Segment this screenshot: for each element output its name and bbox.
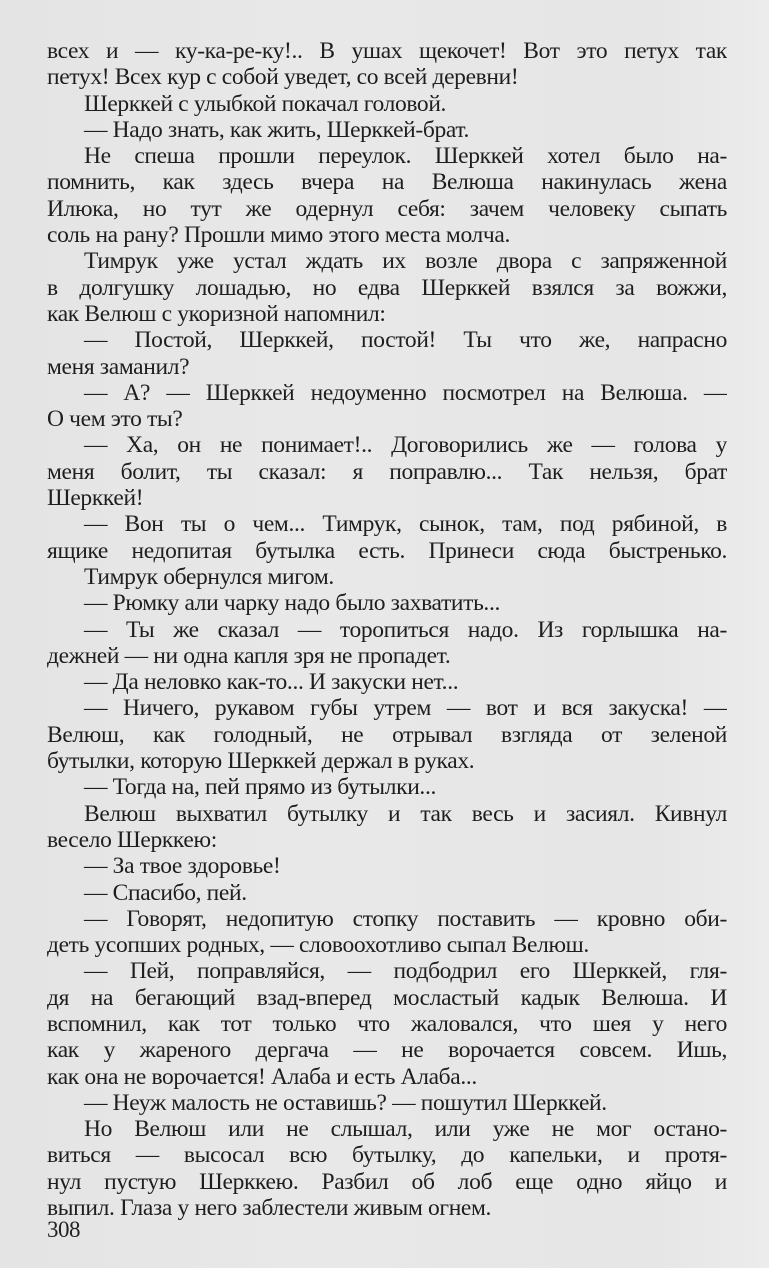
text-line: — Говорят, недопитую стопку поставить — кровно оби- xyxy=(84,905,727,932)
text-line: соль на рану? Прошли мимо этого места молча. xyxy=(47,222,510,249)
text-line: Тимрук уже устал ждать их возле двора с запряженной xyxy=(84,248,727,275)
text-line: — За твое здоровье! xyxy=(84,853,281,880)
text-line: — Неуж малость не оставишь? — пошутил Шерккей. xyxy=(84,1089,607,1116)
book-page-text xyxy=(47,38,727,1221)
text-line: меня заманил? xyxy=(47,353,190,380)
text-line: в долгушку лошадью, но едва Шерккей взялся за вожжи, xyxy=(47,274,727,301)
text-line: Шерккей с улыбкой покачал головой. xyxy=(84,90,447,117)
text-line: Не спеша прошли переулок. Шерккей хотел было на- xyxy=(84,143,727,170)
text-line: Велюш выхватил бутылку и так весь и засиял. Кивнул xyxy=(84,800,727,827)
text-line: как у жареного дергача — не ворочается совсем. Ишь, xyxy=(47,1037,727,1064)
text-line: — Да неловко как-то... И закуски нет... xyxy=(84,669,459,696)
text-line: — Тогда на, пей прямо из бутылки... xyxy=(84,774,436,801)
text-line: — Ха, он не понимает!.. Договорились же — голова у xyxy=(84,432,727,459)
text-line: нул пустую Шерккею. Разбил об лоб еще одно яйцо и xyxy=(47,1168,727,1195)
text-line: — Рюмку али чарку надо было захватить... xyxy=(84,590,501,617)
text-line: дежней — ни одна капля зря не пропадет. xyxy=(47,642,451,669)
page-number: 308 xyxy=(47,1217,80,1242)
text-line: Шерккей! xyxy=(47,485,144,512)
text-line: как она не ворочается! Алаба и есть Алаба... xyxy=(47,1063,477,1090)
text-line: — Спасибо, пей. xyxy=(84,879,247,906)
text-line: выпил. Глаза у него заблестели живым огнем. xyxy=(47,1195,492,1222)
text-line: помнить, как здесь вчера на Велюша накинулась жена xyxy=(47,169,727,196)
text-line: Но Велюш или не слышал, или уже не мог остано- xyxy=(84,1116,727,1143)
text-line: Велюш, как голодный, не отрывал взгляда от зеленой xyxy=(47,721,727,748)
text-line: — Ничего, рукавом губы утрем — вот и вся закуска! — xyxy=(84,695,727,722)
text-line: Тимрук обернулся мигом. xyxy=(84,563,334,590)
text-line: — Постой, Шерккей, постой! Ты что же, напрасно xyxy=(84,327,727,354)
text-line: — Вон ты о чем... Тимрук, сынок, там, под рябиной, в xyxy=(84,511,727,538)
text-line: ящике недопитая бутылка есть. Принеси сюда быстренько. xyxy=(47,537,727,564)
text-line: петух! Всех кур с собой уведет, со всей деревни! xyxy=(47,64,519,91)
text-line: бутылки, которую Шерккей держал в руках. xyxy=(47,748,475,775)
text-line: меня болит, ты сказал: я поправлю... Так нельзя, брат xyxy=(47,458,727,485)
text-line: — Ты же сказал — торопиться надо. Из горлышка на- xyxy=(84,616,727,643)
text-line: виться — высосал всю бутылку, до капельки, и протя- xyxy=(47,1142,727,1169)
text-line: — А? — Шерккей недоуменно посмотрел на Велюша. — xyxy=(84,379,727,406)
text-line: как Велюш с укоризной напомнил: xyxy=(47,300,386,327)
text-line: всех и — ку-ка-ре-ку!.. В ушах щекочет! Вот это петух так xyxy=(47,38,727,64)
text-line: вспомнил, как тот только что жаловался, что шея у него xyxy=(47,1010,727,1037)
text-line: деть усопших родных, — словоохотливо сыпал Велюш. xyxy=(47,932,589,959)
text-line: Илюка, но тут же одернул себя: зачем человеку сыпать xyxy=(47,195,727,222)
text-line: дя на бегающий взад-вперед мосластый кадык Велюша. И xyxy=(47,984,727,1011)
text-line: — Надо знать, как жить, Шерккей-брат. xyxy=(84,116,470,143)
text-line: весело Шерккею: xyxy=(47,826,217,853)
text-line: — Пей, поправляйся, — подбодрил его Шерккей, гля- xyxy=(84,958,727,985)
text-line: О чем это ты? xyxy=(47,406,183,433)
